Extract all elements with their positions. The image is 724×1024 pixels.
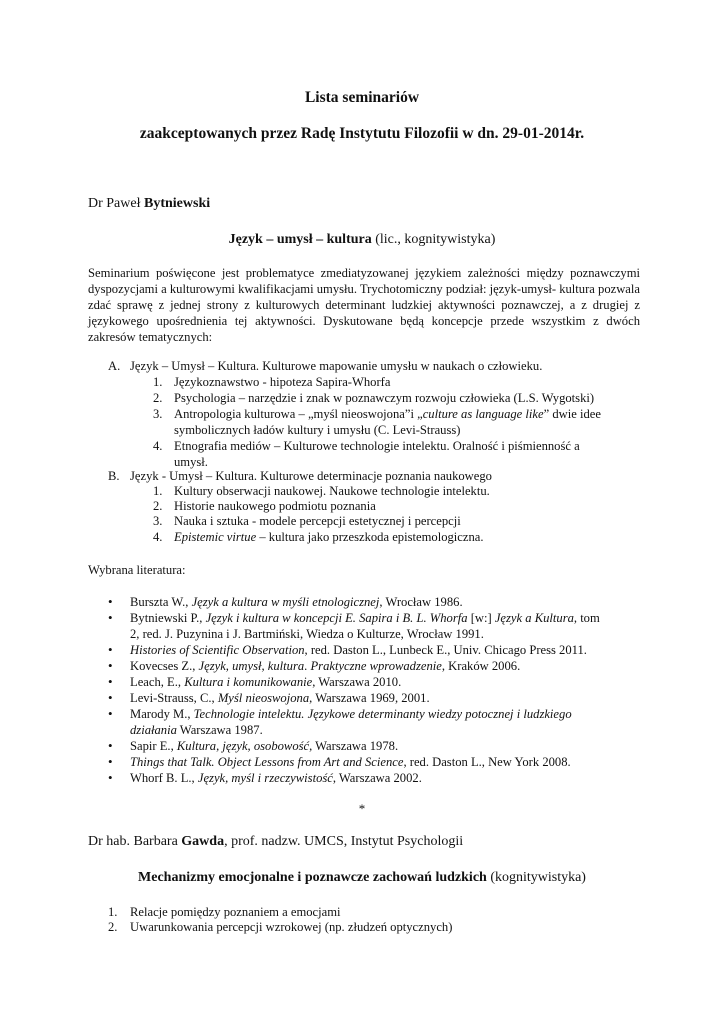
list-number: 1. <box>108 905 118 919</box>
seminar1-author: Dr Paweł Bytniewski <box>88 196 211 211</box>
literature-item: Burszta W., Język a kultura w myśli etnologicznej, Wrocław 1986. <box>130 595 463 609</box>
list-item-continuation: symbolicznych ładów kultury i umysłu (C. Levi-Strauss) <box>174 423 461 437</box>
list-item: Antropologia kulturowa – „myśl nieoswojona”i „culture as language like” dwie idee <box>174 407 601 421</box>
list-item-continuation: umysł. <box>174 455 208 469</box>
document-subtitle: zaakceptowanych przez Radę Instytutu Filozofii w dn. 29-01-2014r. <box>139 125 585 142</box>
bullet: • <box>108 770 113 785</box>
list-number: 1. <box>153 484 163 498</box>
literature-item: Bytniewski P., Język i kultura w koncepcji E. Sapira i B. L. Whorfa [w:] Język a Kultura, tom <box>130 611 600 625</box>
literature-item: Marody M., Technologie intelektu. Językowe determinanty wiedzy potocznej i ludzkiego <box>130 707 572 721</box>
literature-item: Levi-Strauss, C., Myśl nieoswojona, Warszawa 1969, 2001. <box>130 691 430 705</box>
list-item: Kultury obserwacji naukowej. Naukowe technologie intelektu. <box>174 484 490 498</box>
bullet: • <box>108 690 113 705</box>
bullet: • <box>108 738 113 753</box>
bullet: • <box>108 594 113 609</box>
bullet: • <box>108 642 113 657</box>
literature-item: Sapir E., Kultura, język, osobowość, Warszawa 1978. <box>130 739 399 753</box>
bullet: • <box>108 754 113 769</box>
list-item: Psychologia – narzędzie i znak w poznawczym rozwoju człowieka (L.S. Wygotski) <box>174 391 595 405</box>
seminar1-title: Język – umysł – kultura (lic., kognitywistyka) <box>228 232 496 247</box>
list-item: Relacje pomiędzy poznaniem a emocjami <box>130 905 341 919</box>
list-number: 2. <box>153 499 163 513</box>
list-number: 1. <box>153 375 163 389</box>
list-number: 4. <box>153 439 163 453</box>
literature-item-continuation: 2, red. J. Puzynina i J. Bartmiński, Wiedza o Kulturze, Wrocław 1991. <box>130 627 484 641</box>
list-item: Językoznawstwo - hipoteza Sapira-Whorfa <box>174 375 391 389</box>
list-number: 3. <box>153 407 163 421</box>
literature-item: Kovecses Z., Język, umysł, kultura. Praktyczne wprowadzenie, Kraków 2006. <box>130 659 521 673</box>
list-item: Nauka i sztuka - modele percepcji estetycznej i percepcji <box>174 514 461 528</box>
literature-item: Whorf B. L., Język, myśl i rzeczywistość, Warszawa 2002. <box>130 771 422 785</box>
list-item: Epistemic virtue – kultura jako przeszkoda epistemologiczna. <box>174 530 484 544</box>
bullet: • <box>108 610 113 625</box>
seminar2-author: Dr hab. Barbara Gawda, prof. nadzw. UMCS, Instytut Psychologii <box>88 834 464 849</box>
literature-item: Histories of Scientific Observation, red. Daston L., Lunbeck E., Univ. Chicago Press 2011. <box>130 643 587 657</box>
list-number: 2. <box>153 391 163 405</box>
section-separator: * <box>358 801 366 816</box>
bullet: • <box>108 706 113 721</box>
section-b-heading: Język - Umysł – Kultura. Kulturowe determinacje poznania naukowego <box>130 469 492 483</box>
section-a-heading: Język – Umysł – Kultura. Kulturowe mapowanie umysłu w naukach o człowieku. <box>130 359 543 373</box>
list-item: Etnografia mediów – Kulturowe technologie intelektu. Oralność i piśmienność a <box>174 439 580 453</box>
list-item: Uwarunkowania percepcji wzrokowej (np. złudzeń optycznych) <box>130 920 453 934</box>
section-a-marker: A. <box>108 359 121 373</box>
seminar1-description: Seminarium poświęcone jest problematyce zmediatyzowanej językiem zależności między poznawczymi dyspozycjami a kulturowymi kwalifikacjami umysłu. Trychotomiczny podział: język-umysł- kultura pozwala zdać sprawę z jednej strony z kulturowych determinant ludzkiej aktywności poznawczej, a z drugiej z językowego upośrednienia tej aktywności. Dyskutowane będą koncepcje przede wszystkim z dwóch zakresów tematycznych: <box>88 266 640 344</box>
seminar1-author-surname: Bytniewski <box>144 196 211 211</box>
literature-label: Wybrana literatura: <box>88 563 186 577</box>
list-number: 4. <box>153 530 163 544</box>
seminar2-author-surname: Gawda <box>181 834 225 849</box>
list-number: 3. <box>153 514 163 528</box>
section-b-marker: B. <box>108 469 120 483</box>
literature-item: Leach, E., Kultura i komunikowanie, Warszawa 2010. <box>130 675 402 689</box>
bullet: • <box>108 658 113 673</box>
document-title: Lista seminariów <box>304 89 420 106</box>
literature-item-continuation: działania Warszawa 1987. <box>130 723 263 737</box>
bullet: • <box>108 674 113 689</box>
literature-item: Things that Talk. Object Lessons from Art and Science, red. Daston L., New York 2008. <box>130 755 571 769</box>
list-item: Historie naukowego podmiotu poznania <box>174 499 376 513</box>
seminar2-title: Mechanizmy emocjonalne i poznawcze zachowań ludzkich (kognitywistyka) <box>138 870 586 885</box>
list-number: 2. <box>108 920 118 934</box>
